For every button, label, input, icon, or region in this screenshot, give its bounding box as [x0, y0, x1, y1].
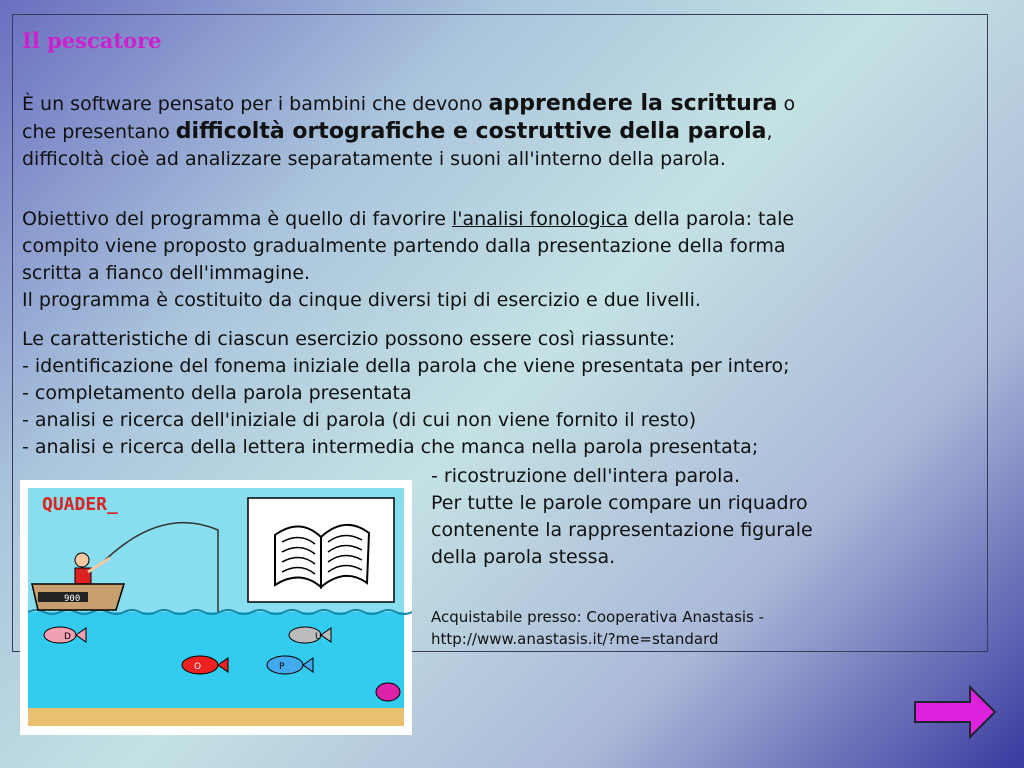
closing-line: Per tutte le parole compare un riquadro [431, 492, 808, 514]
game-word: QUADER_ [42, 494, 118, 515]
list-item: - ricostruzione dell'intera parola. [431, 465, 741, 487]
closing-line: della parola stessa. [431, 546, 616, 568]
game-screenshot [20, 480, 412, 735]
source-line: Acquistabile presso: Cooperativa Anastasis - [431, 608, 765, 626]
fish-icon[interactable] [376, 683, 400, 701]
intro-paragraph [22, 90, 982, 173]
features-intro: Le caratteristiche di ciascun esercizio possono essere così riassunte: [22, 328, 676, 350]
next-slide-button[interactable] [912, 684, 998, 740]
list-item: - identificazione del fonema iniziale della parola che viene presentata per intero; [22, 355, 790, 377]
source-url[interactable]: http://www.anastasis.it/?me=standard [431, 630, 719, 648]
intro-emphasis: apprendere la scrittura [488, 91, 778, 116]
objective-text: compito viene proposto gradualmente partendo dalla presentazione della forma [22, 235, 786, 257]
source-info [431, 606, 764, 650]
phonological-analysis-link[interactable]: l'analisi fonologica [451, 208, 628, 230]
score-box [38, 592, 88, 602]
fish-letter: D [64, 632, 71, 642]
fish-letter: O [194, 662, 202, 672]
list-item: - analisi e ricerca della lettera intermedia che manca nella parola presentata; [22, 436, 759, 458]
closing-line: contenente la rappresentazione figurale [431, 519, 813, 541]
intro-text: che presentano [22, 121, 176, 143]
objective-text: Il programma è costituito da cinque diversi tipi di esercizio e due livelli. [22, 289, 701, 311]
closing-text [431, 463, 991, 571]
right-arrow-icon [915, 687, 995, 737]
intro-emphasis: difficoltà ortografiche e costruttive della parola [175, 119, 767, 144]
slide-title: Il pescatore [22, 28, 162, 53]
objective-text: Obiettivo del programma è quello di favorire [22, 208, 452, 230]
objective-text: della parola: tale [627, 208, 795, 230]
objective-paragraph [22, 206, 982, 314]
list-item: - completamento della parola presentata [22, 382, 412, 404]
intro-text: , [766, 121, 773, 143]
intro-text: o [777, 93, 796, 115]
objective-text: scritta a fianco dell'immagine. [22, 262, 311, 284]
features-list [22, 326, 982, 461]
game-seabed [28, 708, 404, 726]
list-item: - analisi e ricerca dell'iniziale di parola (di cui non viene fornito il resto) [22, 409, 697, 431]
fish-letter: U [315, 632, 322, 642]
intro-text: difficoltà cioè ad analizzare separatamente i suoni all'interno della parola. [22, 148, 726, 170]
fish-letter: P [279, 662, 285, 672]
score-value: 900 [64, 594, 81, 604]
intro-text: È un software pensato per i bambini che devono [22, 93, 489, 115]
